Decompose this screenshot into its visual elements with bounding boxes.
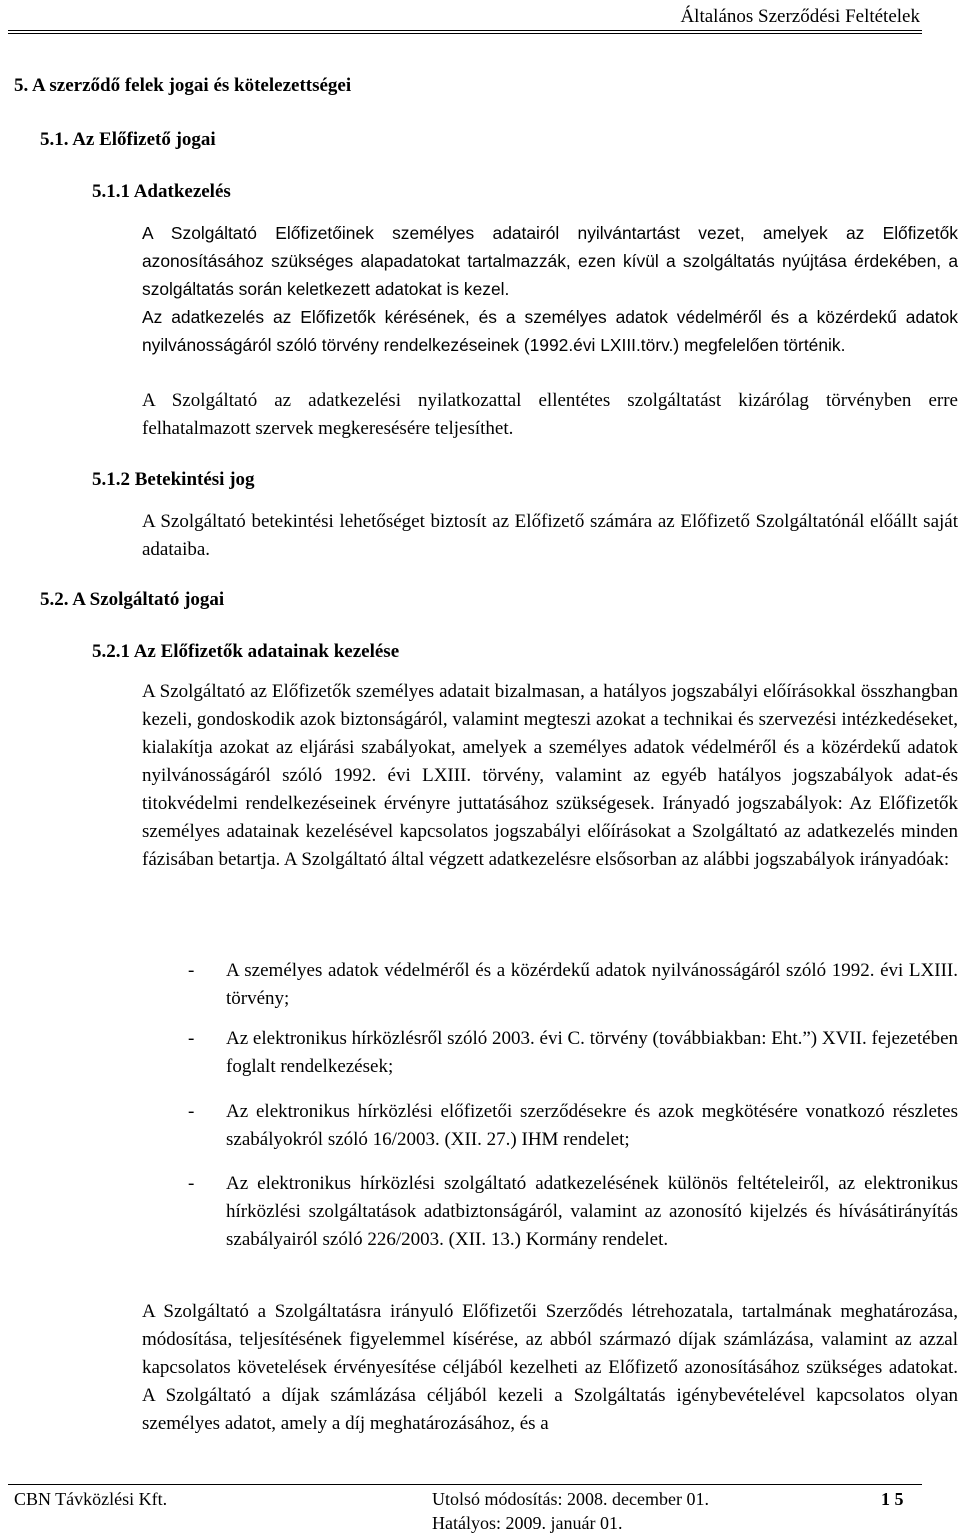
list-dash: -	[188, 1173, 195, 1194]
footer-modified: Utolsó módosítás: 2008. december 01.	[432, 1489, 709, 1509]
header-title: Általános Szerződési Feltételek	[680, 6, 920, 27]
header-rule	[8, 30, 922, 31]
footer-effective: Hatályos: 2009. január 01.	[432, 1513, 623, 1533]
heading-5-1: 5.1. Az Előfizető jogai	[40, 129, 216, 150]
list-dash: -	[188, 1028, 195, 1049]
list-item	[188, 1025, 958, 1081]
paragraph-data-law: Az adatkezelés az Előfizetők kérésének, és a személyes adatok védelméről és a közérdekű adatok nyilvánosságáról szóló törvény rendelkezéseinek (1992.évi LXIII.törv.) megfelelően történik.	[142, 307, 958, 355]
paragraph-data-records: A Szolgáltató Előfizetőinek személyes adatairól nyilvántartást vezet, amelyek az Előfizetők azonosításához szükséges alapadatokat tartalmazzák, ezen kívül a szolgáltatás nyújtása érdekében, a szolgáltatás során keletkezett adatokat is kezel.	[142, 223, 958, 299]
footer-company: CBN Távközlési Kft.	[14, 1489, 168, 1509]
heading-5-1-1: 5.1.1 Adatkezelés	[92, 181, 231, 202]
heading-5-2-1: 5.2.1 Az Előfizetők adatainak kezelése	[92, 641, 400, 662]
heading-5-2: 5.2. A Szolgáltató jogai	[40, 589, 225, 610]
header-rule-secondary	[8, 33, 922, 34]
list-item-text: Az elektronikus hírközlésről szóló 2003. évi C. törvény (továbbiakban: Eht.”) XVII. fejezetében foglalt rendelkezések;	[226, 1028, 958, 1077]
paragraph-authority: A Szolgáltató az adatkezelési nyilatkozattal ellentétes szolgáltatást kizárólag törvényben erre felhatalmazott szervek megkeresésére teljesíthet.	[142, 390, 958, 439]
list-dash: -	[188, 960, 195, 981]
list-item-text: Az elektronikus hírközlési szolgáltató adatkezelésének különös feltételeiről, az elektronikus hírközlési szolgáltatások adatbiztonságáról, valamint az azonosító kijelzés és hívásátirányítás szabályairól szóló 226/2003. (XII. 13.) Kormány rendelet.	[226, 1173, 958, 1250]
list-item-text: Az elektronikus hírközlési előfizetői szerződésekre és azok megkötésére vonatkozó részletes szabályokról szóló 16/2003. (XII. 27.) IHM rendelet;	[226, 1101, 958, 1150]
list-item	[188, 1098, 958, 1154]
paragraph-contract-data: A Szolgáltató a Szolgáltatásra irányuló Előfizetői Szerződés létrehozatala, tartalmának meghatározása, módosítása, teljesítésének figyelemmel kísérése, az abból származó díjak számlázása, valamint az azzal kapcsolatos követelések érvényesítése céljából kezelheti az Előfizető azonosításához szükséges adatokat. A Szolgáltató a díjak számlázása céljából kezeli a Szolgáltatás igénybevételével kapcsolatos olyan személyes adatot, amely a díj meghatározásához, és a	[142, 1301, 958, 1434]
paragraph-inspection: A Szolgáltató betekintési lehetőséget biztosít az Előfizető számára az Előfizető Szolgáltatónál előállt saját adataiba.	[142, 511, 958, 560]
list-item-text: A személyes adatok védelméről és a közérdekű adatok nyilvánosságáról szóló 1992. évi LXIII. törvény;	[226, 960, 958, 1009]
paragraph-data-handling: A Szolgáltató az Előfizetők személyes adatait bizalmasan, a hatályos jogszabályi előírásokkal összhangban kezeli, gondoskodik azok biztonságáról, valamint megteszi azokat a technikai és szervezési intézkedéseket, kialakítja azokat az eljárási szabályokat, amelyek a személyes adatok védelméről és a közérdekű adatok nyilvánosságáról szóló 1992. évi LXIII. törvény, valamint az egyéb hatályos jogszabályok adat-és titokvédelmi rendelkezéseinek érvényre juttatásához szükségesek. Irányadó jogszabályok: Az Előfizetők személyes adatainak kezelésével kapcsolatos jogszabályi előírásokat a Szolgáltató az adatkezelés minden fázisában betartja. A Szolgáltató által végzett adatkezelésre elsősorban az alábbi jogszabályok irányadóak:	[142, 681, 958, 870]
list-item	[188, 1170, 958, 1254]
list-dash: -	[188, 1101, 195, 1122]
heading-5: 5. A szerződő felek jogai és kötelezettségei	[14, 75, 352, 96]
footer-page-number: 1 5	[881, 1489, 904, 1509]
list-item	[188, 957, 958, 1013]
heading-5-1-2: 5.1.2 Betekintési jog	[92, 469, 255, 490]
footer-rule	[8, 1484, 922, 1485]
